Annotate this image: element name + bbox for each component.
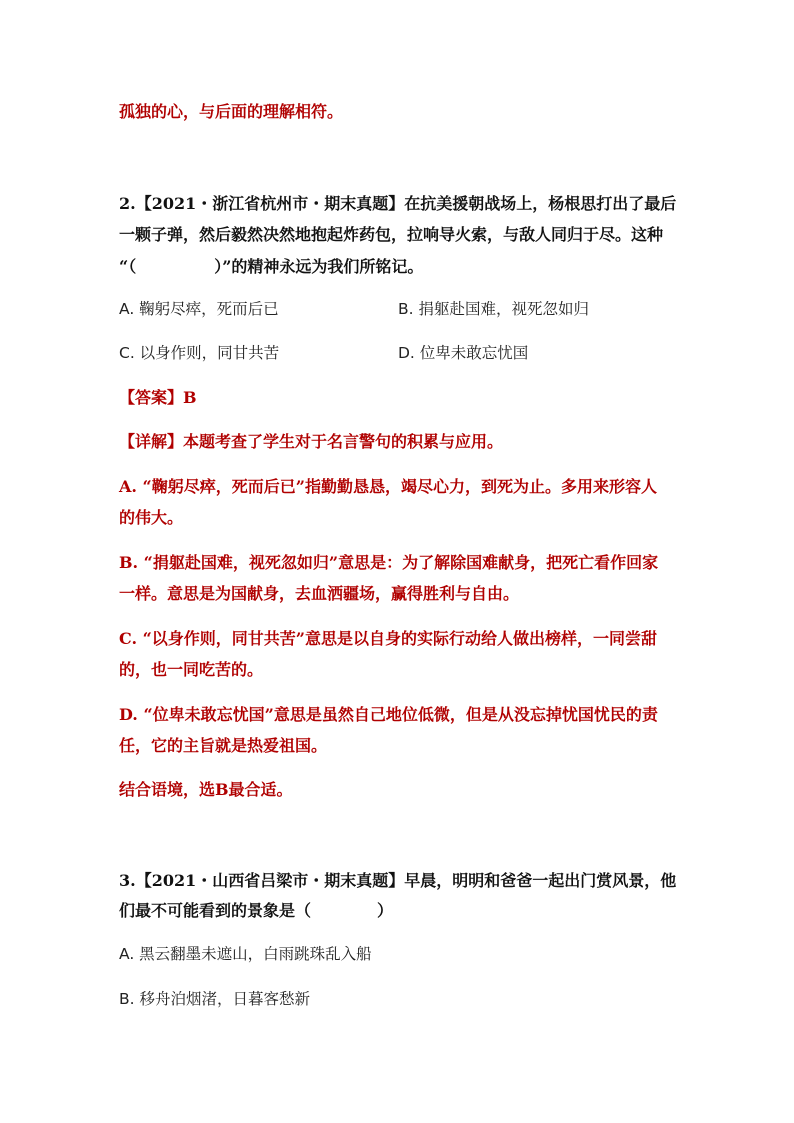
prev-answer-tail: 孤独的心，与后面的理解相符。 xyxy=(119,102,344,121)
stem-open: 们最不可能看到的景象是（ xyxy=(119,901,312,920)
option-c: C. 以身作则，同甘共苦 xyxy=(119,344,280,362)
detail xyxy=(119,431,503,453)
explain-c-line-1: C. “以身作则，同甘共苦”意思是以自身的实际行动给人做出榜样，一同尝甜 xyxy=(119,629,658,648)
detail-text: 本题考查了学生对于名言警句的积累与应用。 xyxy=(183,432,504,451)
question-3-stem-line-2 xyxy=(119,900,393,922)
answer-label: 【答案】 xyxy=(119,388,184,407)
question-stem: 早晨，明明和爸爸一起出门赏风景，他 xyxy=(404,871,677,890)
explain-a-line-1: A. “鞠躬尽瘁，死而后已”指勤勤恳恳，竭尽心力，到死为止。多用来形容人 xyxy=(119,477,657,496)
option-b: B. 捐躯赴国难，视死忽如归 xyxy=(398,300,589,318)
answer xyxy=(119,387,197,409)
question-2-stem-line-3 xyxy=(119,256,423,278)
answer-value: B xyxy=(183,388,197,407)
question-stem: 在抗美援朝战场上，杨根思打出了最后 xyxy=(404,194,677,213)
explain-c-line-2: 的，也一同吃苦的。 xyxy=(119,660,264,679)
question-2-stem-line-1 xyxy=(119,193,676,215)
question-number: 2. xyxy=(119,194,136,213)
stem-close: ）”的精神永远为我们所铭记。 xyxy=(214,257,424,276)
option-a: A. 黑云翻墨未遮山，白雨跳珠乱入船 xyxy=(119,945,372,963)
explain-d-line-1: D. “位卑未敢忘忧国”意思是虽然自己地位低微，但是从没忘掉忧国忧民的责 xyxy=(119,705,658,724)
explain-b-line-1: B. “捐躯赴国难，视死忽如归”意思是：为了解除国难献身，把死亡看作回家 xyxy=(119,553,659,572)
question-source: 【2021・浙江省杭州市・期末真题】 xyxy=(135,194,405,213)
explain-b-line-2: 一样。意思是为国献身，去血洒疆场，赢得胜利与自由。 xyxy=(119,584,520,603)
explain-a-line-2: 的伟大。 xyxy=(119,508,184,527)
stem-close: ） xyxy=(377,901,394,920)
option-a: A. 鞠躬尽瘁，死而后已 xyxy=(119,300,279,318)
question-3-stem-line-1 xyxy=(119,870,676,892)
detail-label: 【详解】 xyxy=(119,432,184,451)
question-number: 3. xyxy=(119,871,136,890)
conclusion: 结合语境，选B最合适。 xyxy=(119,780,293,799)
stem-open: “（ xyxy=(119,257,137,276)
option-b: B. 移舟泊烟渚，日暮客愁新 xyxy=(119,990,310,1008)
explain-d-line-2: 任，它的主旨就是热爱祖国。 xyxy=(119,736,328,755)
question-source: 【2021・山西省吕梁市・期末真题】 xyxy=(135,871,405,890)
question-2-stem-line-2: 一颗子弹，然后毅然决然地抱起炸药包，拉响导火索，与敌人同归于尽。这种 xyxy=(119,225,664,244)
option-d: D. 位卑未敢忘忧国 xyxy=(398,344,529,362)
